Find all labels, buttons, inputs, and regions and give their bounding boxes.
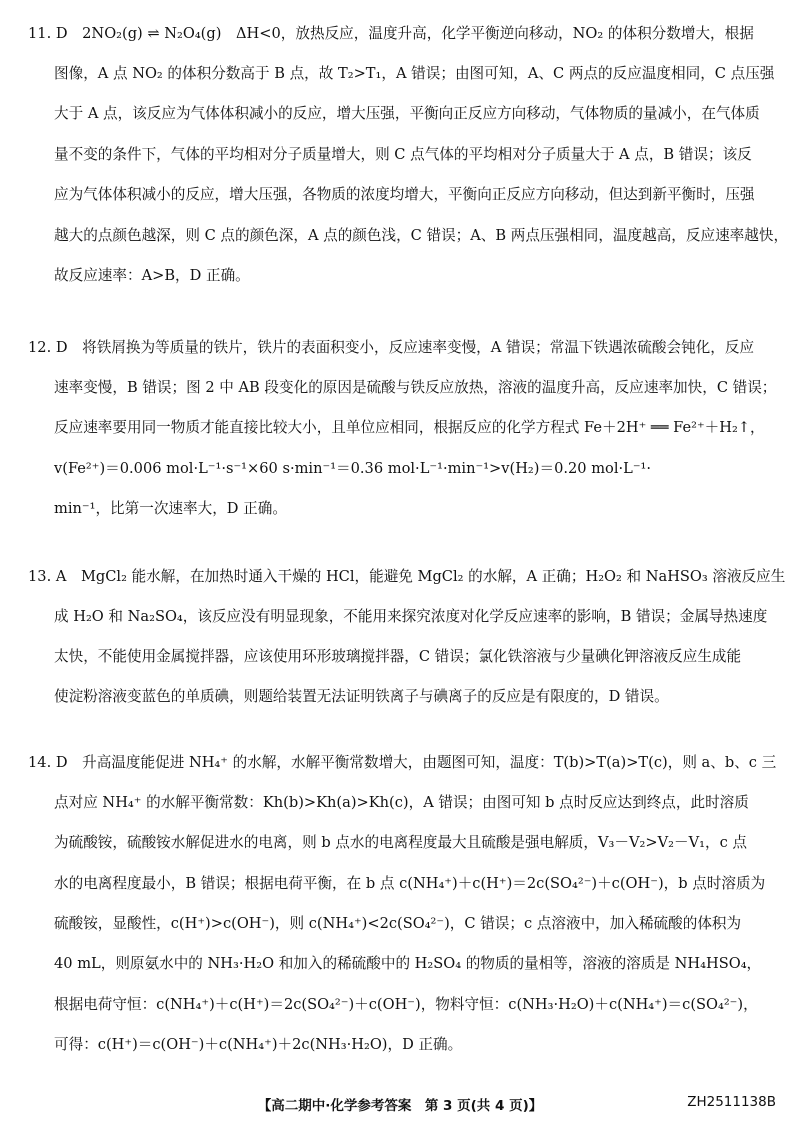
answer-12-line: 反应速率要用同一物质才能直接比较大小，且单位应相同，根据反应的化学方程式 Fe＋2H⁺ ══ Fe²⁺＋H₂↑，: [54, 419, 765, 436]
answer-14-line: 水的电离程度最小，B 错误；根据电荷平衡，在 b 点 c(NH₄⁺)＋c(H⁺)＝2c(SO₄²⁻)＋c(OH⁻)，b 点时溶质为: [54, 875, 766, 892]
answer-12-line: 12. D 将铁屑换为等质量的铁片，铁片的表面积变小，反应速率变慢，A 错误；常温下铁遇浓硫酸会钝化，反应: [28, 339, 755, 356]
answer-14-line: 可得：c(H⁺)＝c(OH⁻)＋c(NH₄⁺)＋2c(NH₃·H₂O)，D 正确。: [54, 1036, 463, 1053]
answer-11-line: 大于 A 点，该反应为气体体积减小的反应，增大压强，平衡向正反应方向移动，气体物质的量减小，在气体质: [54, 105, 760, 122]
answer-14-line: 点对应 NH₄⁺ 的水解平衡常数：Kh(b)>Kh(a)>Kh(c)，A 错误；由图可知 b 点时反应达到终点，此时溶质: [54, 794, 749, 811]
answer-14-line: 14. D 升高温度能促进 NH₄⁺ 的水解，水解平衡常数增大，由题图可知，温度：T(b)>T(a)>T(c)，则 a、b、c 三: [28, 754, 777, 771]
answer-14-line: 硫酸铵，显酸性，c(H⁺)>c(OH⁻)，则 c(NH₄⁺)<2c(SO₄²⁻)，C 错误；c 点溶液中，加入稀硫酸的体积为: [54, 915, 742, 932]
answer-12-line: 速率变慢，B 错误；图 2 中 AB 段变化的原因是硫酸与铁反应放热，溶液的温度升高，反应速率加快，C 错误；: [54, 379, 777, 396]
answer-14-line: 40 mL，则原氨水中的 NH₃·H₂O 和加入的稀硫酸中的 H₂SO₄ 的物质的量相等，溶液的溶质是 NH₄HSO₄，: [54, 955, 762, 972]
answer-12-line: min⁻¹，比第一次速率大，D 正确。: [54, 500, 287, 517]
answer-14-line: 为硫酸铵，硫酸铵水解促进水的电离，则 b 点水的电离程度最大且硫酸是强电解质，V₃－V₂>V₂－V₁，c 点: [54, 834, 747, 851]
footer-title: 【高二期中·化学参考答案 第 3 页(共 4 页)】: [257, 1098, 543, 1114]
answer-13-line: 使淀粉溶液变蓝色的单质碘，则题给装置无法证明铁离子与碘离子的反应是有限度的，D 错误。: [54, 688, 669, 705]
answer-13-line: 成 H₂O 和 Na₂SO₄，该反应没有明显现象，不能用来探究浓度对化学反应速率的影响，B 错误；金属导热速度: [54, 608, 768, 625]
answer-14-line: 根据电荷守恒：c(NH₄⁺)＋c(H⁺)＝2c(SO₄²⁻)＋c(OH⁻)，物料守恒：c(NH₃·H₂O)＋c(NH₄⁺)＝c(SO₄²⁻)，: [54, 996, 758, 1013]
footer-code: ZH2511138B: [687, 1094, 776, 1110]
answer-13-line: 13. A MgCl₂ 能水解，在加热时通入干燥的 HCl，能避免 MgCl₂ 的水解，A 正确；H₂O₂ 和 NaHSO₃ 溶液反应生: [28, 568, 786, 585]
answer-11-line: 11. D 2NO₂(g) ⇌ N₂O₄(g) ΔH<0，放热反应，温度升高，化学平衡逆向移动，NO₂ 的体积分数增大，根据: [28, 25, 754, 42]
answer-11-line: 图像，A 点 NO₂ 的体积分数高于 B 点，故 T₂>T₁，A 错误；由图可知，A、C 两点的反应温度相同，C 点压强: [54, 65, 775, 82]
answer-11-line: 应为气体体积减小的反应，增大压强，各物质的浓度均增大，平衡向正反应方向移动，但达到新平衡时，压强: [54, 186, 755, 203]
answer-13-line: 太快，不能使用金属搅拌器，应该使用环形玻璃搅拌器，C 错误；氯化铁溶液与少量碘化钾溶液反应生成能: [54, 648, 742, 665]
answer-11-line: 故反应速率：A>B，D 正确。: [54, 267, 250, 284]
answer-11-line: 越大的点颜色越深，则 C 点的颜色深，A 点的颜色浅，C 错误；A、B 两点压强相同，温度越高，反应速率越快，: [54, 227, 789, 244]
answer-12-line: v(Fe²⁺)＝0.006 mol·L⁻¹·s⁻¹×60 s·min⁻¹＝0.36 mol·L⁻¹·min⁻¹>v(H₂)＝0.20 mol·L⁻¹·: [54, 460, 652, 477]
answer-11-line: 量不变的条件下，气体的平均相对分子质量增大，则 C 点气体的平均相对分子质量大于 A 点，B 错误；该反: [54, 146, 752, 163]
